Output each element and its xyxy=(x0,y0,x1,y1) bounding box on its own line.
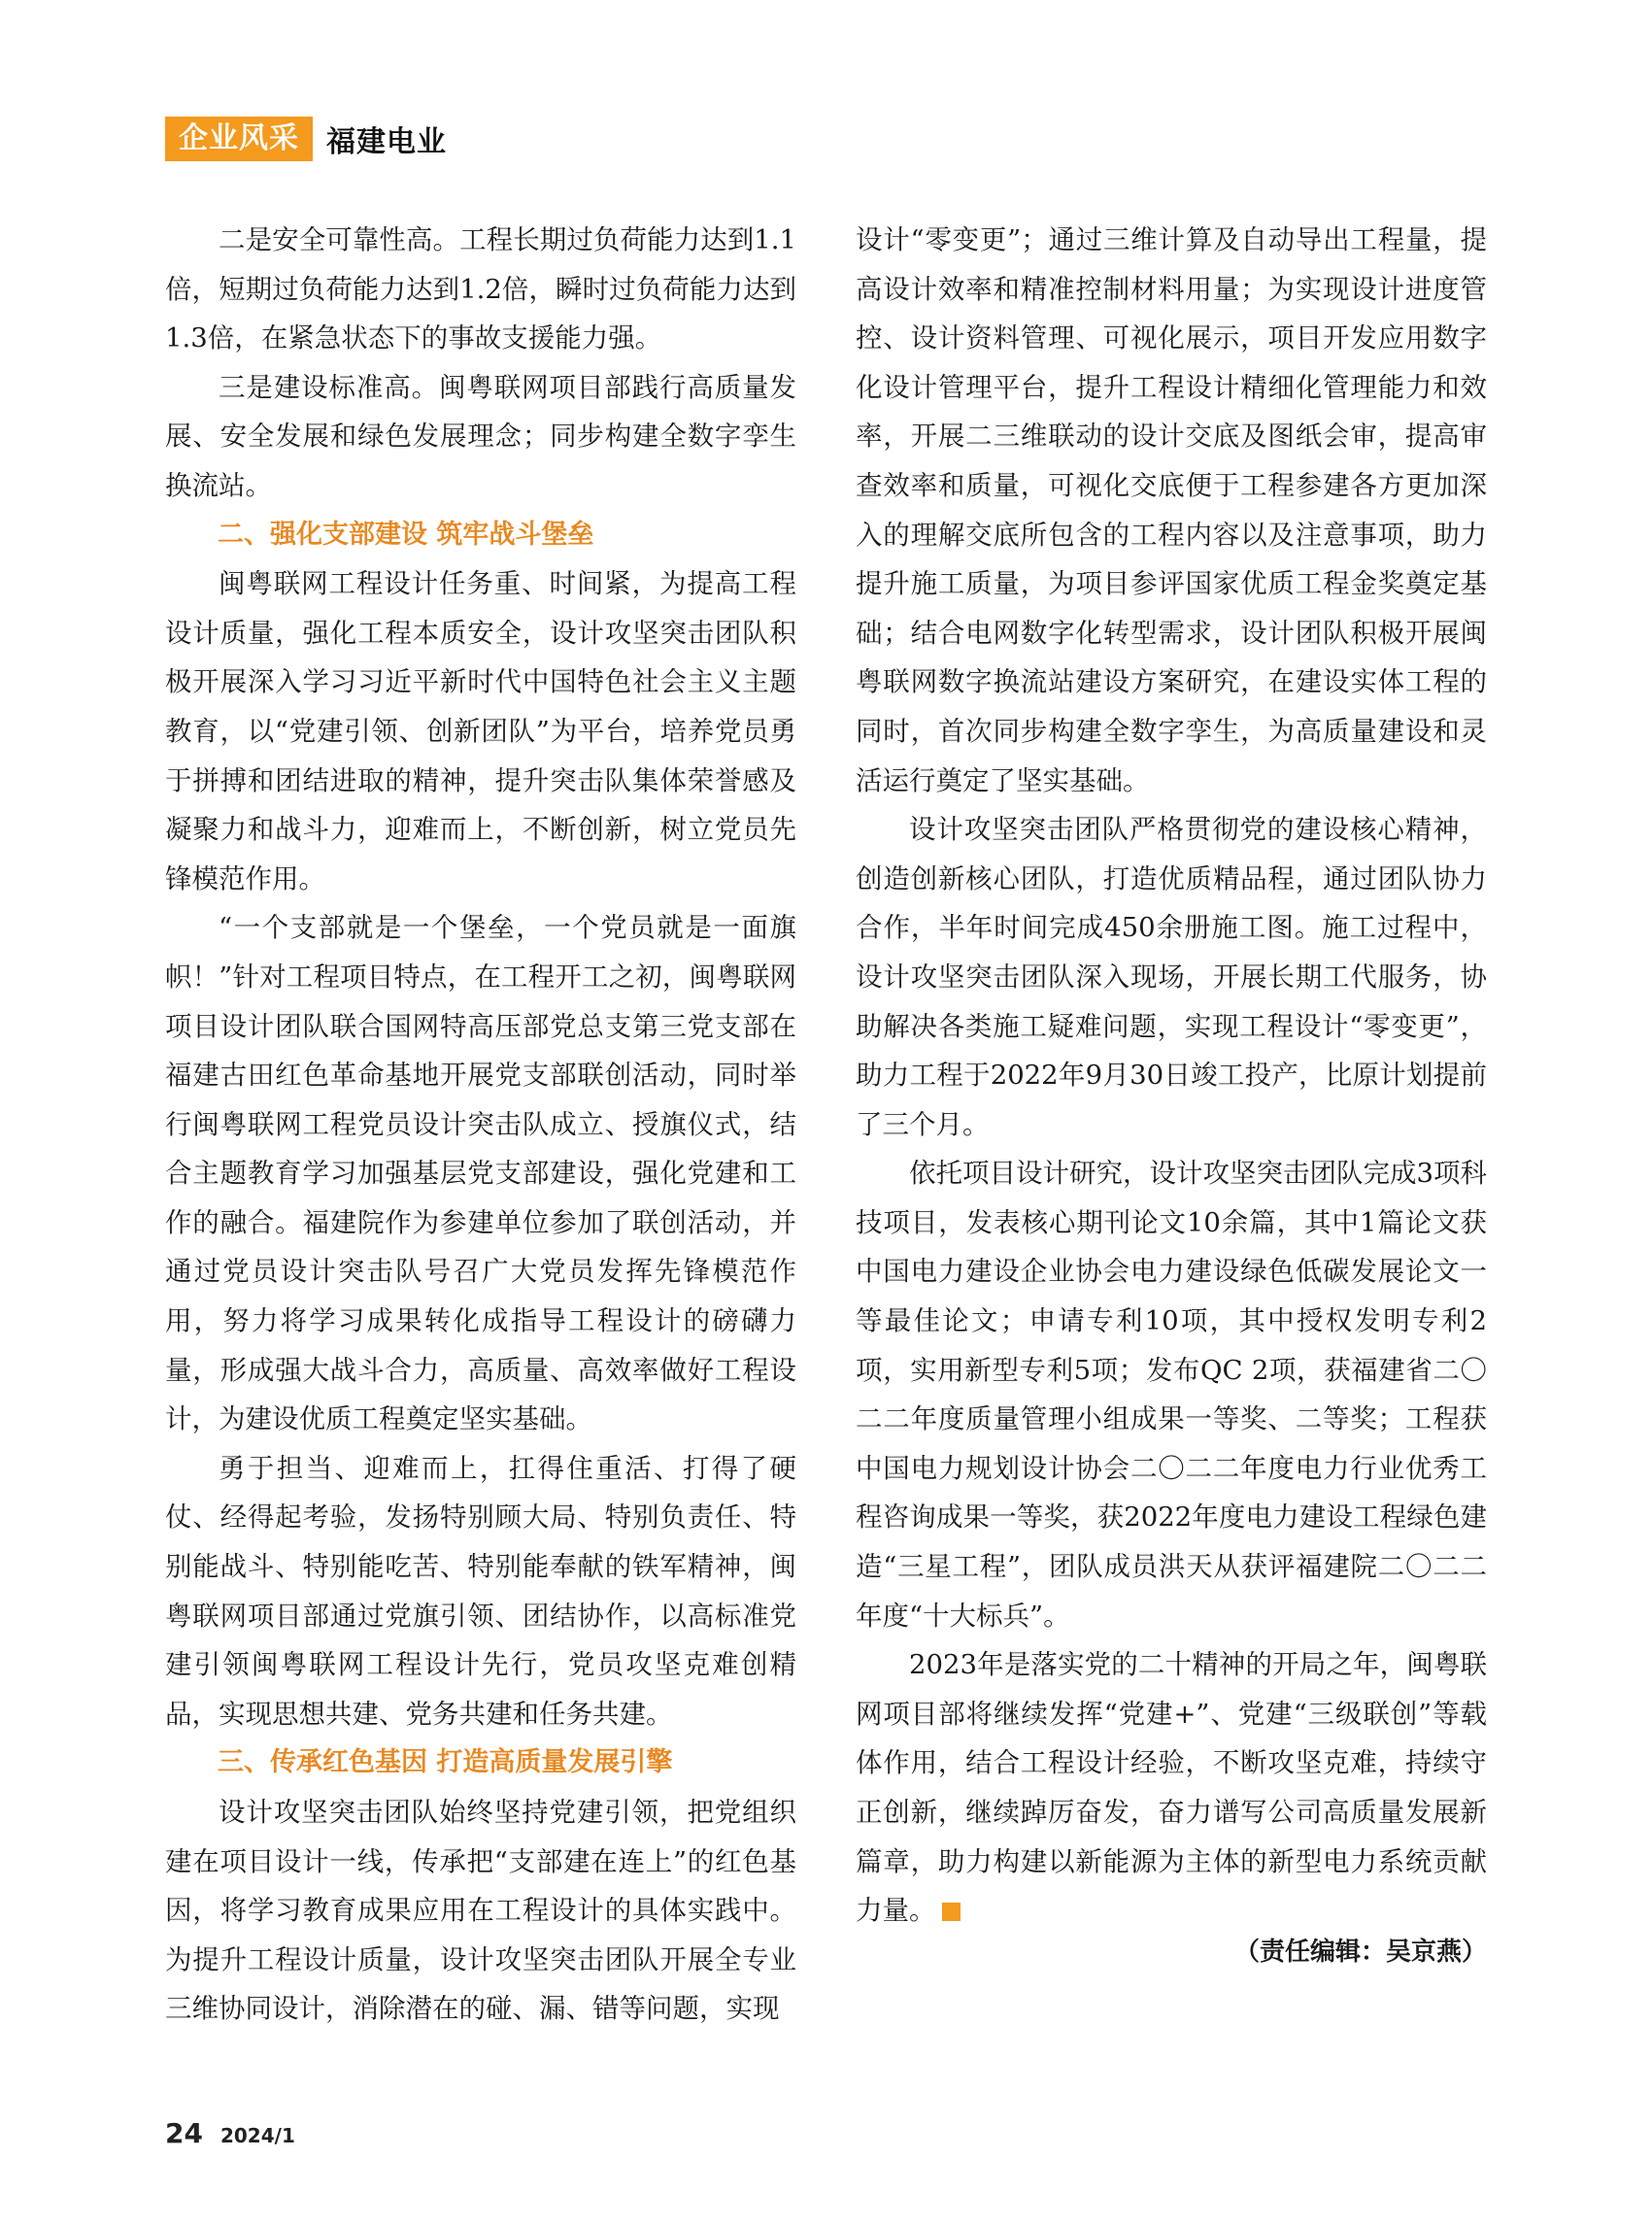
body-paragraph xyxy=(856,1149,1487,1640)
right-column xyxy=(856,216,1487,1936)
section-heading xyxy=(165,1738,796,1788)
heading-text: 二、强化支部建设 筑牢战斗堡垒 xyxy=(218,519,594,550)
body-paragraph xyxy=(165,1788,796,2034)
page-footer xyxy=(165,2117,295,2149)
page-number: 24 xyxy=(165,2117,203,2149)
article-end-mark xyxy=(942,1903,961,1921)
editor-credit: （责任编辑：吴京燕） xyxy=(1233,1938,1487,1967)
body-paragraph xyxy=(165,559,796,903)
body-paragraph xyxy=(856,805,1487,1149)
issue-date: 2024/1 xyxy=(219,2124,295,2147)
left-column xyxy=(165,216,796,2034)
paragraph-text: “一个支部就是一个堡垒，一个党员就是一面旗帜！”针对工程项目特点，在工程开工之初，闽粤联网项目设计团队联合国网特高压部党总支第三党支部在福建古田红色革命基地开展党支部联创活动，同时举行闽粤联网工程党员设计突击队成立、授旗仪式，结合主题教育学习加强基层党支部建设，强化党建和工作的融合。福建院作为参建单位参加了联创活动，并通过党员设计突击队号召广大党员发挥先锋模范作用，努力将学习成果转化成指导工程设计的磅礴力量，形成强大战斗合力，高质量、高效率做好工程设计，为建设优质工程奠定坚实基础。 xyxy=(165,912,796,1435)
page-header xyxy=(165,117,447,161)
paragraph-text: 2023年是落实党的二十精神的开局之年，闽粤联网项目部将继续发挥“党建+”、党建“三级联创”等载体作用，结合工程设计经验，不断攻坚克难，持续守正创新，继续踔厉奋发，奋力谱写公司高质量发展新篇章，助力构建以新能源为主体的新型电力系统贡献力量。 xyxy=(856,1649,1487,1927)
paragraph-text: 勇于担当、迎难而上，扛得住重活、打得了硬仗、经得起考验，发扬特别顾大局、特别负责任、特别能战斗、特别能吃苦、特别能奉献的铁军精神，闽粤联网项目部通过党旗引领、团结协作，以高标准党建引领闽粤联网工程设计先行，党员攻坚克难创精品，实现思想共建、党务共建和任务共建。 xyxy=(165,1452,796,1730)
heading-text: 三、传承红色基因 打造高质量发展引擎 xyxy=(218,1747,673,1778)
paragraph-text: 三是建设标准高。闽粤联网项目部践行高质量发展、安全发展和绿色发展理念；同步构建全数字孪生换流站。 xyxy=(165,371,796,501)
magazine-title: 福建电业 xyxy=(326,125,447,159)
paragraph-text: 设计攻坚突击团队始终坚持党建引领，把党组织建在项目设计一线，传承把“支部建在连上”的红色基因，将学习教育成果应用在工程设计的具体实践中。为提升工程设计质量，设计攻坚突击团队开展全专业三维协同设计，消除潜在的碰、漏、错等问题，实现 xyxy=(165,1797,796,2025)
body-paragraph xyxy=(856,216,1487,805)
paragraph-text: 闽粤联网工程设计任务重、时间紧，为提高工程设计质量，强化工程本质安全，设计攻坚突击团队积极开展深入学习习近平新时代中国特色社会主义主题教育，以“党建引领、创新团队”为平台，培养党员勇于拼搏和团结进取的精神，提升突击队集体荣誉感及凝聚力和战斗力，迎难而上，不断创新，树立党员先锋模范作用。 xyxy=(165,568,796,894)
body-paragraph xyxy=(165,216,796,363)
section-heading xyxy=(165,511,796,560)
paragraph-text: 设计攻坚突击团队严格贯彻党的建设核心精神，创造创新核心团队，打造优质精品程，通过团队协力合作，半年时间完成450余册施工图。施工过程中，设计攻坚突击团队深入现场，开展长期工代服务，协助解决各类施工疑难问题，实现工程设计“零变更”，助力工程于2022年9月30日竣工投产，比原计划提前了三个月。 xyxy=(856,814,1487,1140)
body-paragraph xyxy=(856,1640,1487,1936)
body-paragraph xyxy=(165,1444,796,1739)
paragraph-text: 二是安全可靠性高。工程长期过负荷能力达到1.1倍，短期过负荷能力达到1.2倍，瞬时过负荷能力达到1.3倍，在紧急状态下的事故支援能力强。 xyxy=(165,224,796,354)
body-paragraph xyxy=(165,903,796,1444)
body-paragraph xyxy=(165,363,796,511)
paragraph-text: 依托项目设计研究，设计攻坚突击团队完成3项科技项目，发表核心期刊论文10余篇，其中1篇论文获中国电力建设企业协会电力建设绿色低碳发展论文一等最佳论文；申请专利10项，其中授权发明专利2项，实用新型专利5项；发布QC 2项，获福建省二〇二二年度质量管理小组成果一等奖、二等奖；工程获中国电力规划设计协会二〇二二年度电力行业优秀工程咨询成果一等奖，获2022年度电力建设工程绿色建造“三星工程”，团队成员洪天从获评福建院二〇二二年度“十大标兵”。 xyxy=(856,1158,1487,1632)
section-tag: 企业风采 xyxy=(165,117,313,161)
paragraph-text: 设计“零变更”；通过三维计算及自动导出工程量，提高设计效率和精准控制材料用量；为实现设计进度管控、设计资料管理、可视化展示，项目开发应用数字化设计管理平台，提升工程设计精细化管理能力和效率，开展二三维联动的设计交底及图纸会审，提高审查效率和质量，可视化交底便于工程参建各方更加深入的理解交底所包含的工程内容以及注意事项，助力提升施工质量，为项目参评国家优质工程金奖奠定基础；结合电网数字化转型需求，设计团队积极开展闽粤联网数字换流站建设方案研究，在建设实体工程的同时，首次同步构建全数字孪生，为高质量建设和灵活运行奠定了坚实基础。 xyxy=(856,224,1487,796)
